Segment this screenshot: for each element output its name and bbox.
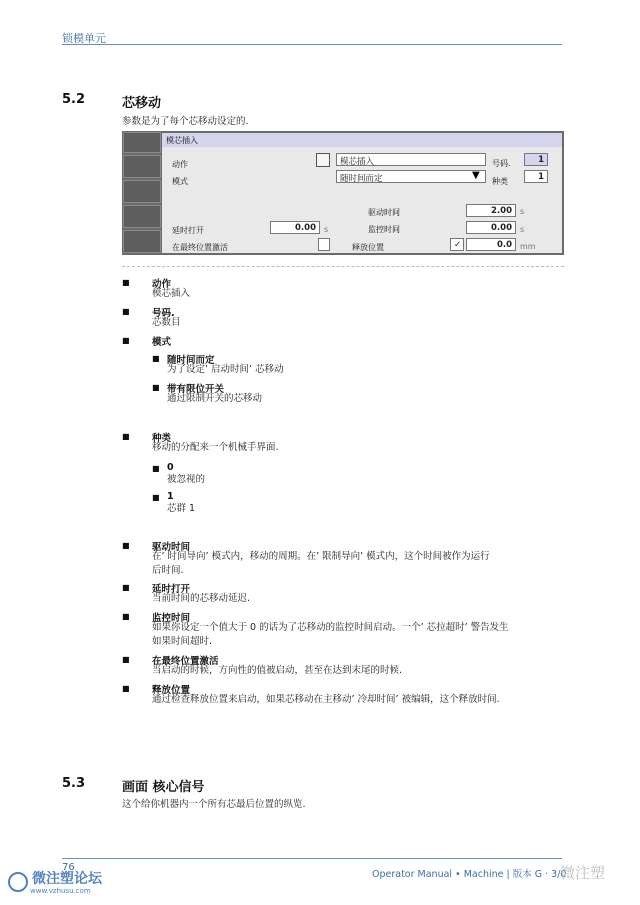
section-description: 这个给你机器内一个所有芯最后位置的纵览. <box>122 799 306 810</box>
running-header: 锁模单元 <box>62 32 106 45</box>
checkmark-icon[interactable]: ✓ <box>450 238 464 251</box>
unit-s: s <box>520 225 525 234</box>
kind-field[interactable]: 1 <box>524 170 548 183</box>
bullet: ■ <box>152 383 160 392</box>
final-position-checkbox[interactable] <box>318 238 330 251</box>
number-field[interactable]: 1 <box>524 153 548 166</box>
section-number: 5.3 <box>62 776 86 791</box>
chevron-down-icon[interactable]: ▼ <box>472 170 480 181</box>
section-title: 芯移动 <box>122 96 162 111</box>
item-title: 在最终位置激活 <box>152 656 219 667</box>
panel-title: 模芯插入 <box>162 133 562 147</box>
item-description: 通过限制开关的芯移动 <box>167 393 263 404</box>
side-button[interactable] <box>123 230 161 253</box>
unit-s: s <box>520 207 525 216</box>
core-settings-panel <box>122 131 564 255</box>
action-field[interactable]: 模芯插入 <box>336 153 486 166</box>
item-title: 动作 <box>152 279 172 290</box>
label-delay-open: 延时打开 <box>172 226 204 235</box>
item-title: 驱动时间 <box>152 542 191 553</box>
item-title: 0 <box>167 462 174 473</box>
item-description: 如果你设定一个值大于 0 的话为了芯移动的监控时间启动。一个’ 芯拉超时’ 警告发生 <box>152 622 509 633</box>
item-description: 为了设定’ 启动时间’ 芯移动 <box>167 364 284 375</box>
watermark-left-url: www.vzhusu.com <box>30 887 91 895</box>
label-release-position: 释放位置 <box>352 243 384 252</box>
item-description: 通过检查释放位置来启动，如果芯移动在主移动’ 冷却时间’ 被编辑，这个释放时间. <box>152 694 500 705</box>
monitor-time-field[interactable]: 0.00 <box>466 221 516 234</box>
bullet: ■ <box>152 493 160 502</box>
item-title: 1 <box>167 491 174 502</box>
label-monitor-time: 监控时间 <box>368 225 400 234</box>
item-title: 种类 <box>152 433 172 444</box>
item-description: 芯数目 <box>152 317 181 328</box>
bullet: ■ <box>122 583 130 592</box>
label-number: 号码. <box>492 159 511 168</box>
item-title: 随时间而定 <box>167 355 215 366</box>
item-description: 模芯插入 <box>152 288 191 299</box>
item-title: 带有限位开关 <box>167 384 225 395</box>
section-description: 参数是为了每个芯移动设定的. <box>122 116 249 127</box>
delay-open-field[interactable]: 0.00 <box>270 221 320 234</box>
core-icon[interactable] <box>316 153 330 167</box>
side-button[interactable] <box>123 155 161 178</box>
bullet: ■ <box>122 541 130 550</box>
label-final-position: 在最终位置激活 <box>172 243 228 252</box>
item-description: 在’ 时间导向’ 模式内，移动的周期。在’ 限制导向’ 模式内，这个时间被作为运行 <box>152 551 490 562</box>
bullet: ■ <box>122 307 130 316</box>
item-description: 芯群 1 <box>167 503 196 514</box>
section-title: 画面 核心信号 <box>122 780 205 795</box>
header-rule <box>62 44 562 45</box>
footer-rule <box>62 858 562 859</box>
item-description: 当前时间的芯移动延迟. <box>152 593 251 604</box>
item-title: 监控时间 <box>152 613 191 624</box>
bullet: ■ <box>122 684 130 693</box>
bullet: ■ <box>152 464 160 473</box>
divider <box>122 266 564 267</box>
section-number: 5.2 <box>62 92 86 107</box>
watermark-logo-icon <box>8 872 28 892</box>
mode-select[interactable]: 随时间而定 <box>336 170 486 183</box>
side-button[interactable] <box>123 205 161 228</box>
bullet: ■ <box>122 432 130 441</box>
bullet: ■ <box>122 278 130 287</box>
item-title: 号码. <box>152 308 175 319</box>
item-description: 当启动的时候，方向性的值被启动，甚至在达到末尾的时候. <box>152 665 403 676</box>
item-description: 如果时间超时. <box>152 636 213 647</box>
unit-s: s <box>324 225 329 234</box>
label-drive-time: 驱动时间 <box>368 208 400 217</box>
bullet: ■ <box>152 354 160 363</box>
watermark-left: 微注塑论坛 <box>32 871 102 887</box>
item-title: 延时打开 <box>152 584 191 595</box>
watermark-right: 微注塑 <box>560 864 606 882</box>
label-action: 动作 <box>172 160 188 169</box>
item-title: 释放位置 <box>152 685 191 696</box>
label-kind: 种类 <box>492 177 508 186</box>
item-title: 模式 <box>152 337 172 348</box>
unit-mm: mm <box>520 242 536 251</box>
bullet: ■ <box>122 336 130 345</box>
side-button[interactable] <box>123 180 161 203</box>
release-position-field[interactable]: 0.0 <box>466 238 516 251</box>
side-button[interactable] <box>123 132 161 153</box>
page-number: 76 <box>62 862 75 873</box>
drive-time-field[interactable]: 2.00 <box>466 204 516 217</box>
item-description: 后时间. <box>152 565 184 576</box>
bullet: ■ <box>122 655 130 664</box>
bullet: ■ <box>122 612 130 621</box>
label-mode: 模式 <box>172 177 188 186</box>
panel-main <box>162 133 562 253</box>
item-description: 被忽视的 <box>167 474 206 485</box>
footer-manual: Operator Manual • Machine | 版本 G · 3/0 <box>372 869 567 880</box>
item-description: 移动的分配来一个机械手界面. <box>152 442 279 453</box>
